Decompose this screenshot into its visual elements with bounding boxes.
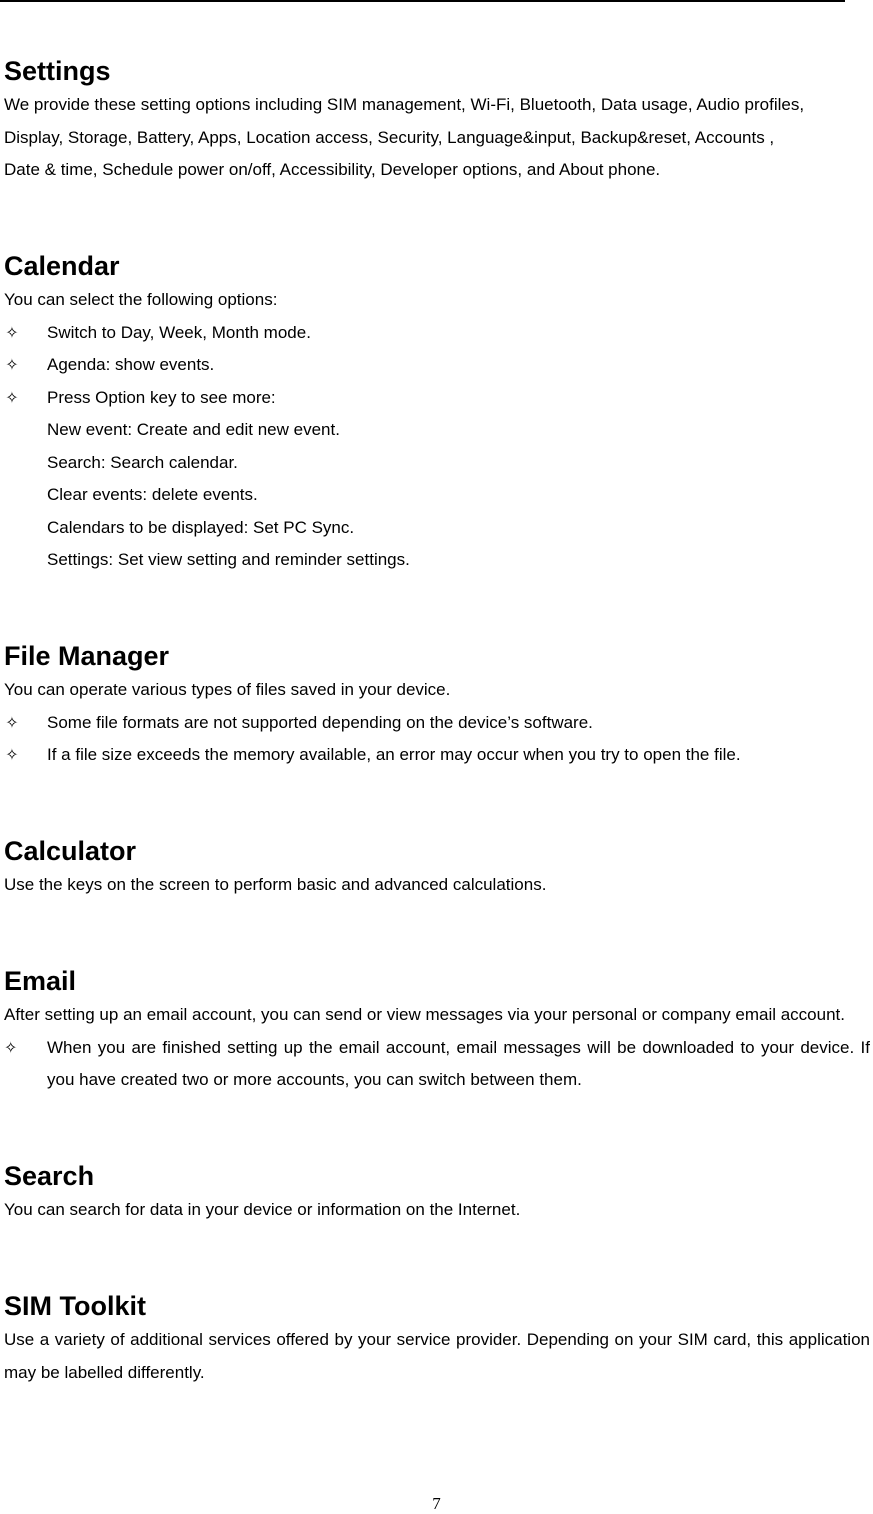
calendar-bullet-text: Switch to Day, Week, Month mode. [47,322,311,342]
bullet-diamond-icon: ✧ [5,712,19,732]
email-intro: After setting up an email account, you can send or view messages via your personal or company email account. [4,1005,845,1024]
top-rule [0,0,845,2]
section-settings [4,54,870,187]
calendar-sub-item: Search: Search calendar. [47,452,238,472]
bullet-diamond-icon: ✧ [5,322,19,342]
section-sim-toolkit [4,1289,870,1389]
file-manager-bullet-text: Some file formats are not supported depending on the device’s software. [47,712,593,732]
file-manager-bullet-1 [4,707,870,740]
section-email [4,964,870,1097]
section-file-manager [4,639,870,772]
settings-heading: Settings [4,56,111,86]
page-number: 7 [432,1494,441,1513]
calendar-bullet-text: Agenda: show events. [47,355,215,374]
email-heading: Email [4,966,77,996]
file-manager-heading: File Manager [4,641,170,671]
bullet-diamond-icon: ✧ [5,355,19,374]
calendar-bullet-2 [4,349,870,382]
calculator-heading: Calculator [4,836,137,866]
calendar-bullet-1 [4,317,870,350]
settings-line-2: Display, Storage, Battery, Apps, Location access, Security, Language&input, Backup&reset, Accounts , [4,127,775,147]
search-intro: You can search for data in your device or information on the Internet. [4,1200,521,1219]
settings-line-1: We provide these setting options including SIM management, Wi-Fi, Bluetooth, Data usage, Audio profiles, [4,95,805,114]
search-heading: Search [4,1161,95,1191]
bullet-diamond-icon: ✧ [5,387,19,407]
settings-line-3: Date & time, Schedule power on/off, Accessibility, Developer options, and About phone. [4,160,661,179]
calendar-heading: Calendar [4,251,120,281]
file-manager-bullet-text: If a file size exceeds the memory available, an error may occur when you try to open the file. [47,745,741,764]
calendar-bullet-3 [4,382,870,415]
section-calendar [4,249,870,577]
calendar-bullet-text: Press Option key to see more: [47,387,276,407]
calendar-sub-item: Settings: Set view setting and reminder settings. [47,550,410,569]
sim-toolkit-heading: SIM Toolkit [4,1291,146,1321]
file-manager-bullet-2 [4,739,870,772]
section-search [4,1159,870,1227]
calendar-intro: You can select the following options: [4,290,278,309]
sim-toolkit-intro: Use a variety of additional services offered by your service provider. Depending on your SIM card, this application may be labelled differently. [4,1330,870,1382]
calendar-sub-item: Clear events: delete events. [47,485,258,504]
bullet-diamond-icon: ✧ [4,1037,18,1057]
email-bullet-text: When you are finished setting up the email account, email messages will be downloaded to your device. If you have created two or more accounts, you can switch between them. [47,1037,870,1089]
email-bullet-1 [4,1032,870,1097]
file-manager-intro: You can operate various types of files saved in your device. [4,680,451,699]
calculator-intro: Use the keys on the screen to perform basic and advanced calculations. [4,875,547,894]
section-calculator [4,834,870,902]
calendar-sub-item: Calendars to be displayed: Set PC Sync. [47,517,355,537]
calendar-sub-item: New event: Create and edit new event. [47,420,340,439]
bullet-diamond-icon: ✧ [5,745,19,764]
